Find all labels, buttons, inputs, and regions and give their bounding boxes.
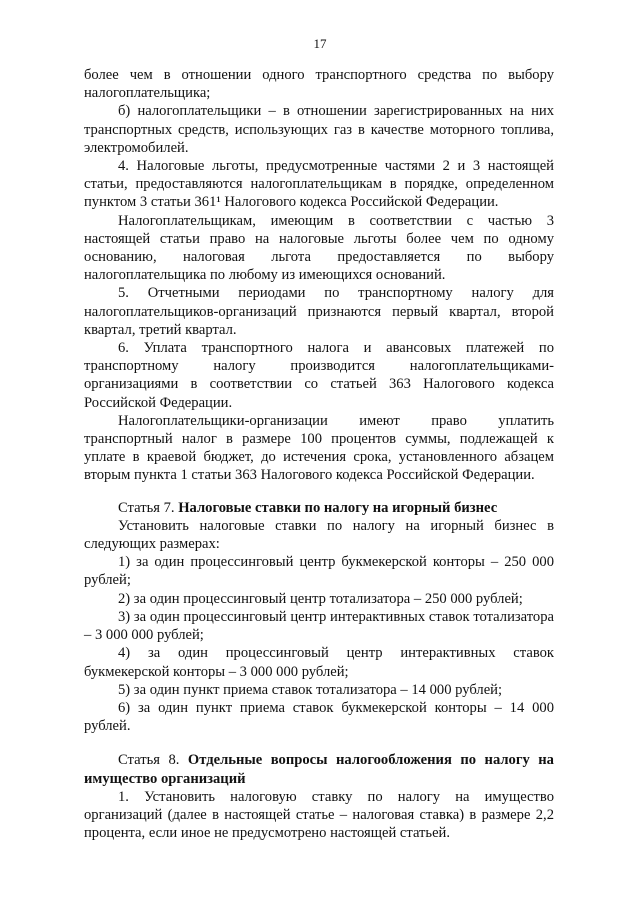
article-7-label: Статья 7. bbox=[118, 499, 175, 516]
paragraph: 5. Отчетными периодами по транспортному налогу для налогоплательщиков-организаций признаются первый квартал, второй квартал, третий квартал. bbox=[84, 285, 554, 338]
list-item: 1) за один процессинговый центр букмекерской конторы – 250 000 рублей; bbox=[84, 554, 554, 589]
list-item: 4) за один процессинговый центр интерактивных ставок букмекерской конторы – 3 000 000 рублей; bbox=[84, 645, 554, 680]
article-7-heading bbox=[84, 499, 554, 517]
article-8-label: Статья 8. bbox=[118, 752, 180, 769]
paragraph: Налогоплательщики-организации имеют право уплатить транспортный налог в размере 100 процентов суммы, подлежащей к уплате в краевой бюджет, до истечения срока, установленного абзацем вторым пункта 1 статьи 363 Налогового кодекса Российской Федерации. bbox=[84, 412, 554, 484]
paragraph: Налогоплательщикам, имеющим в соответствии с частью 3 настоящей статьи право на налоговые льготы более чем по одному основанию, налоговая льгота предоставляется по выбору налогоплательщика по любому из имеющихся оснований. bbox=[84, 212, 554, 284]
list-item: 2) за один процессинговый центр тотализатора – 250 000 рублей; bbox=[118, 590, 523, 607]
paragraph: более чем в отношении одного транспортного средства по выбору налогоплательщика; bbox=[84, 67, 554, 102]
paragraph: 1. Установить налоговую ставку по налогу на имущество организаций (далее в настоящей статье – налоговая ставка) в размере 2,2 процента, если иное не предусмотрено настоящей статьей. bbox=[84, 788, 554, 842]
document-body bbox=[84, 66, 554, 842]
paragraph: 6. Уплата транспортного налога и авансовых платежей по транспортному налогу производится налогоплательщиками-организациями в соответствии со статьей 363 Налогового кодекса Российской Федерации. bbox=[84, 340, 554, 411]
paragraph: 4. Налоговые льготы, предусмотренные частями 2 и 3 настоящей статьи, предоставляются налогоплательщикам в порядке, определенном пунктом 3 статьи 361¹ Налогового кодекса Российской Федерации. bbox=[84, 158, 554, 211]
list-item: 6) за один пункт приема ставок букмекерской конторы – 14 000 рублей. bbox=[84, 699, 554, 735]
list-item: 3) за один процессинговый центр интерактивных ставок тотализатора – 3 000 000 рублей; bbox=[84, 608, 554, 644]
article-8-heading bbox=[84, 751, 554, 787]
page-number: 17 bbox=[313, 36, 327, 51]
paragraph: б) налогоплательщики – в отношении зарегистрированных на них транспортных средств, использующих газ в качестве моторного топлива, электромобилей. bbox=[84, 103, 554, 156]
paragraph: Установить налоговые ставки по налогу на игорный бизнес в следующих размерах: bbox=[84, 517, 554, 553]
article-7-title: Налоговые ставки по налогу на игорный бизнес bbox=[178, 499, 498, 516]
list-item: 5) за один пункт приема ставок тотализатора – 14 000 рублей; bbox=[118, 681, 503, 698]
article-8-title: Отдельные вопросы налогообложения по налогу на имущество организаций bbox=[84, 752, 554, 787]
